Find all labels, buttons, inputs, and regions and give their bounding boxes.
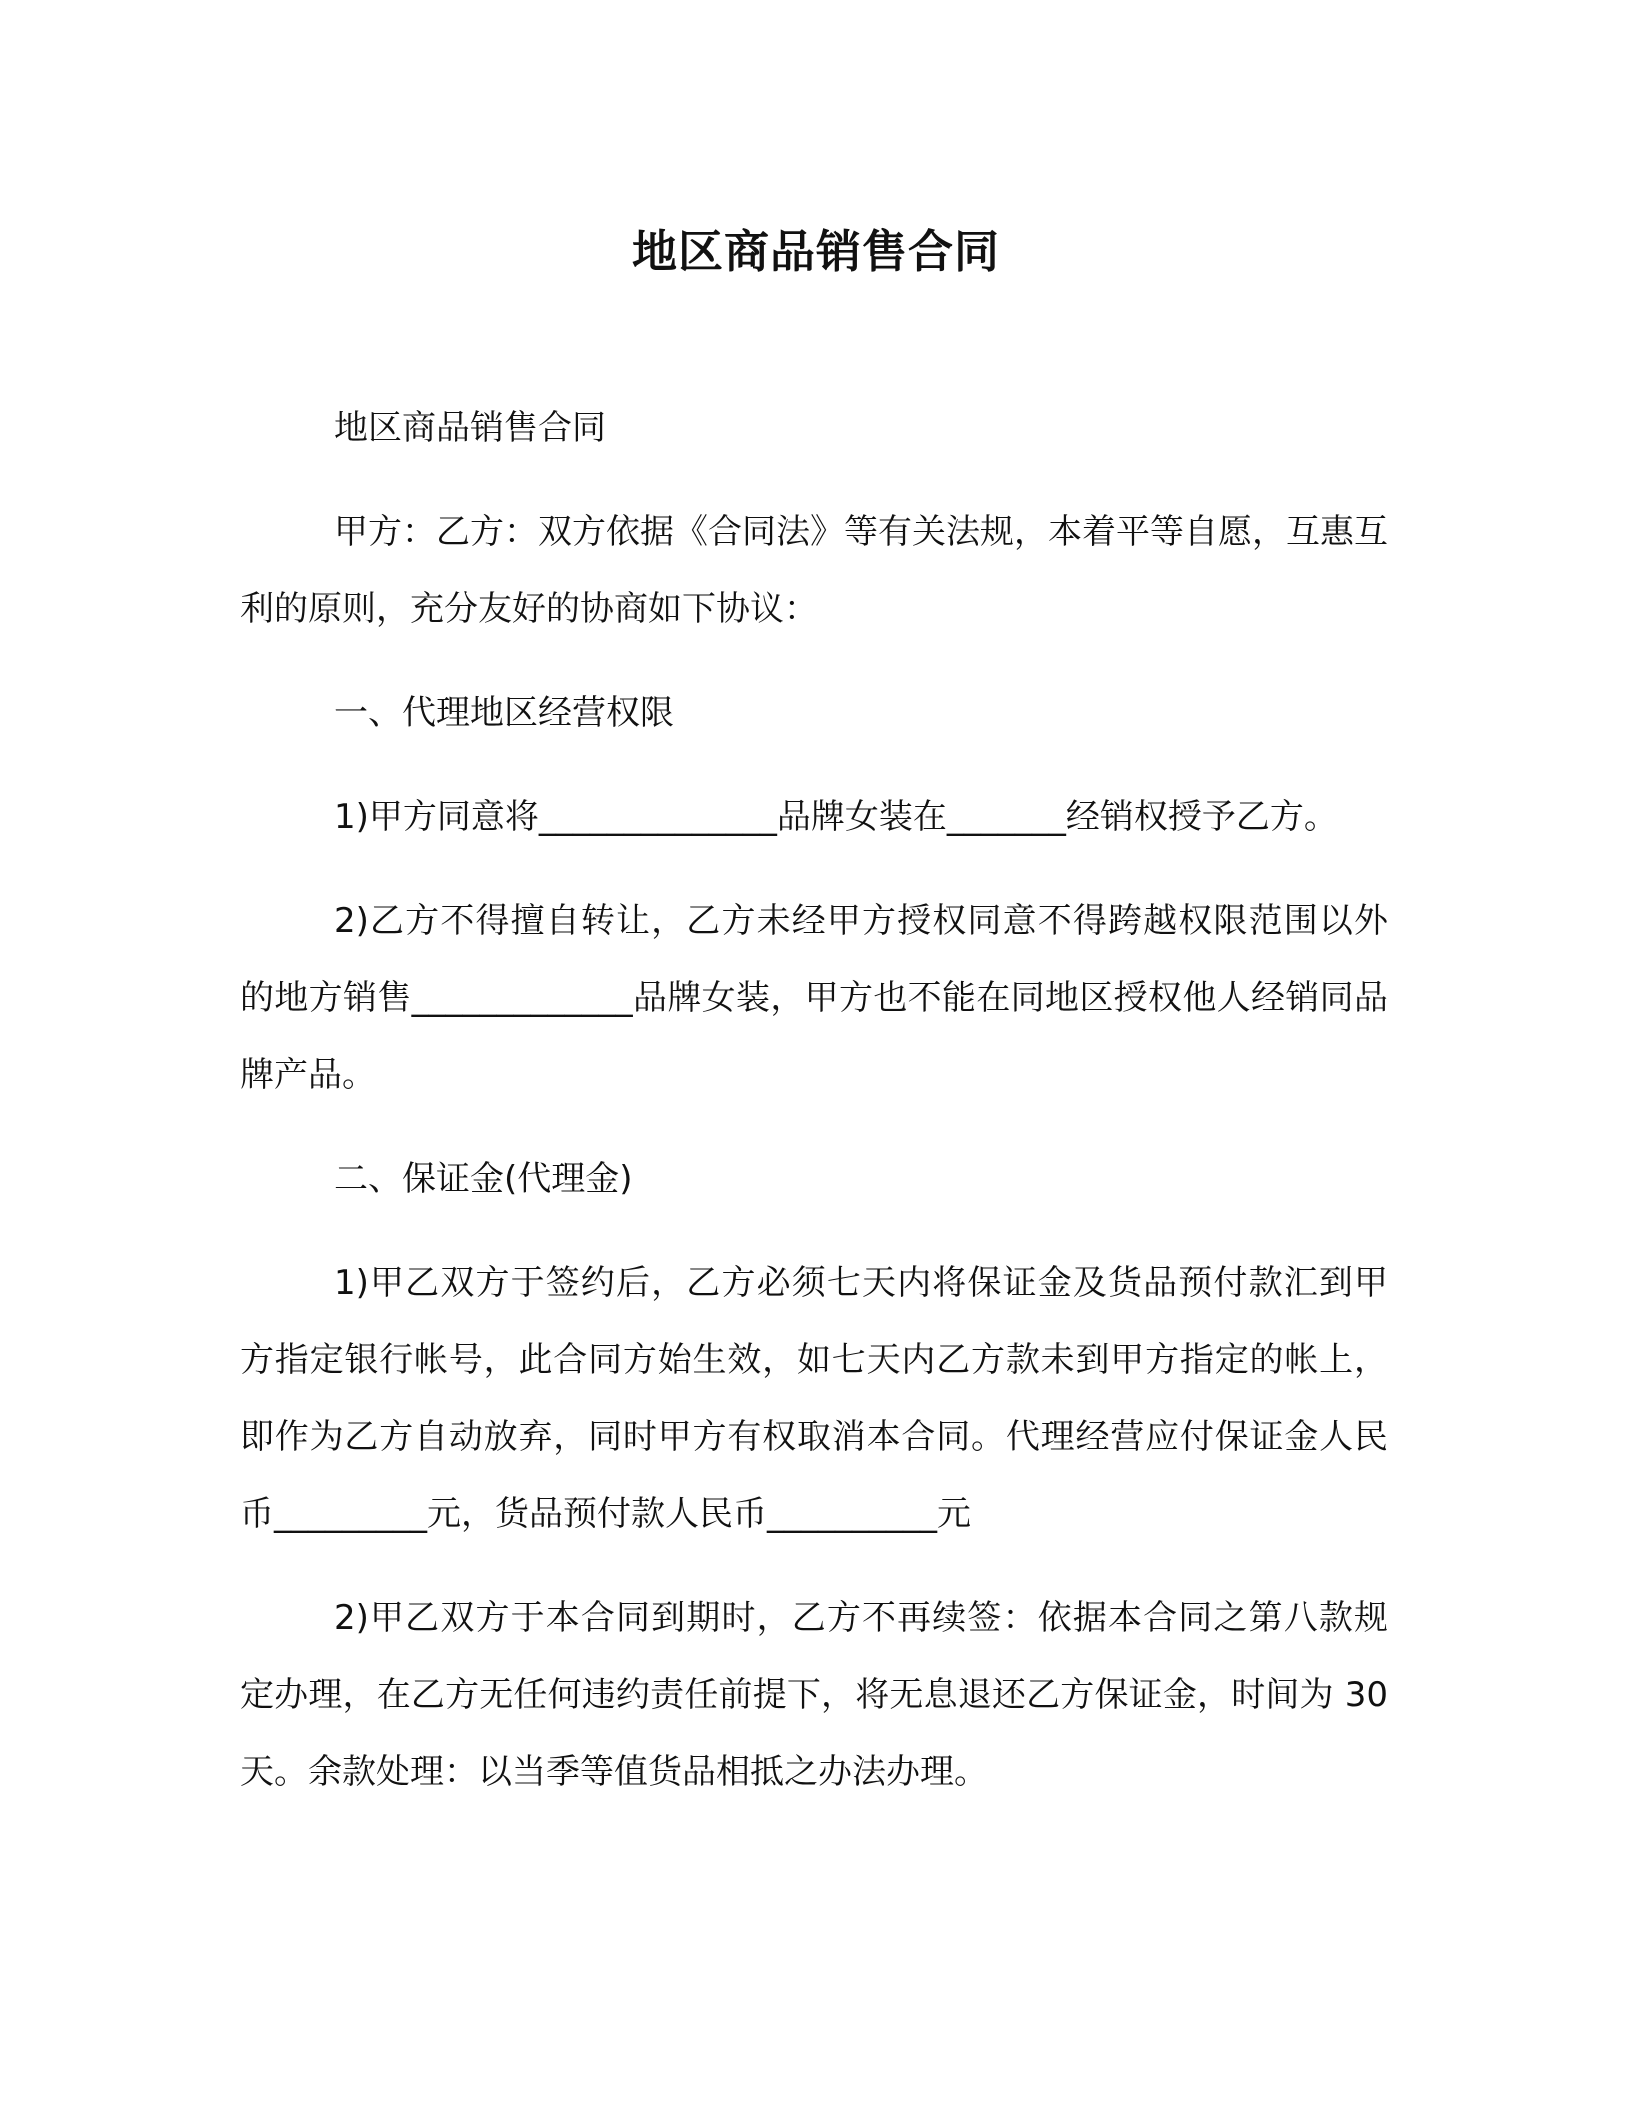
paragraph-preamble: 甲方：乙方：双方依据《合同法》等有关法规，本着平等自愿，互惠互利的原则，充分友好的协商如下协议： [240, 512, 1388, 629]
document-title: 地区商品销售合同 [631, 225, 1000, 278]
section-heading-1: 一、代理地区经营权限 [334, 693, 674, 733]
section-heading-2: 二、保证金(代理金) [334, 1159, 633, 1199]
paragraph-subtitle: 地区商品销售合同 [334, 408, 606, 448]
paragraph-clause-2-1: 1)甲乙双方于签约后，乙方必须七天内将保证金及货品预付款汇到甲方指定银行帐号，此合同方始生效，如七天内乙方款未到甲方指定的帐上，即作为乙方自动放弃，同时甲方有权取消本合同。代理经营应付保证金人民币_________元，货品预付款人民币__________元 [240, 1263, 1388, 1534]
document-body [240, 390, 1388, 1811]
paragraph-clause-1-2: 2)乙方不得擅自转让，乙方未经甲方授权同意不得跨越权限范围以外的地方销售_____________品牌女装，甲方也不能在同地区授权他人经销同品牌产品。 [240, 901, 1388, 1095]
paragraph-clause-1-1: 1)甲方同意将______________品牌女装在_______经销权授予乙方。 [334, 797, 1338, 837]
paragraph-clause-2-2: 2)甲乙双方于本合同到期时，乙方不再续签：依据本合同之第八款规定办理，在乙方无任何违约责任前提下，将无息退还乙方保证金，时间为 30 天。余款处理：以当季等值货品相抵之办法办理。 [240, 1598, 1388, 1792]
